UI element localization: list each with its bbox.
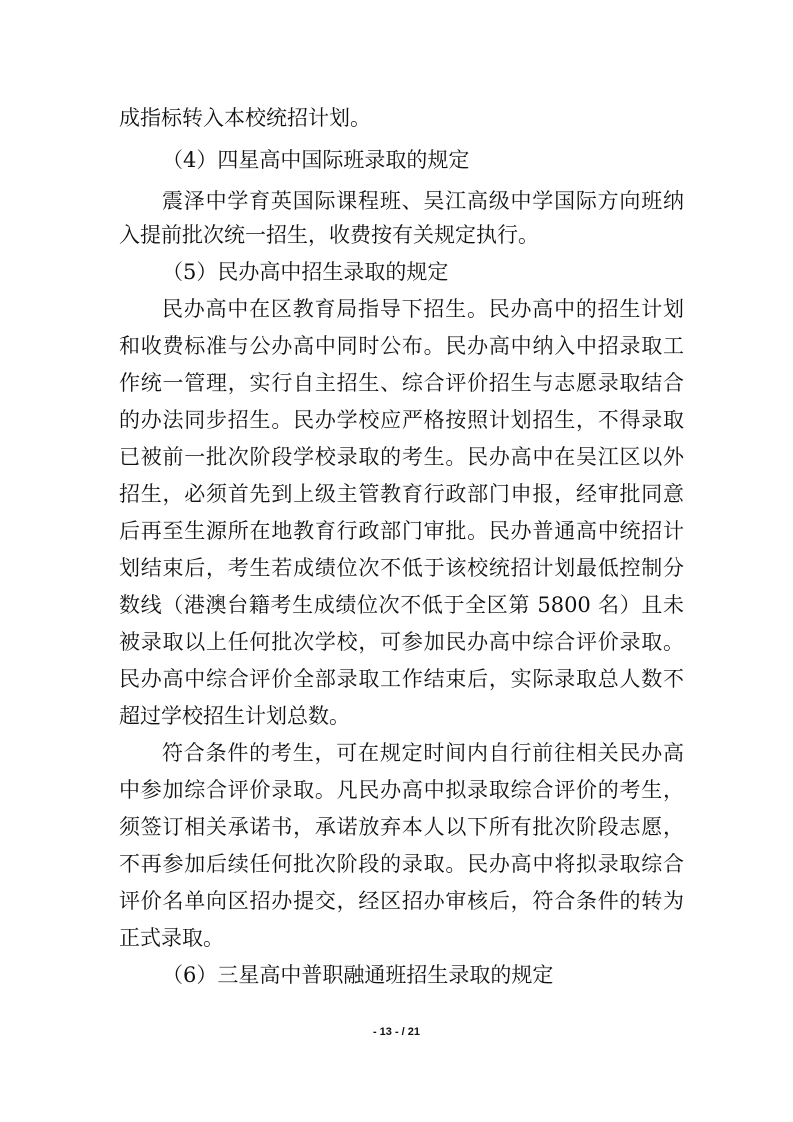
paragraph-line: 民办高中综合评价全部录取工作结束后，实际录取总人数不 (119, 667, 684, 691)
paragraph-line: 符合条件的考生，可在规定时间内自行前往相关民办高 (162, 741, 684, 765)
paragraph-line: 震泽中学育英国际课程班、吴江高级中学国际方向班纳 (162, 189, 684, 213)
page-number: - 13 - / 21 (372, 1026, 421, 1038)
paragraph-line: 成指标转入本校统招计划。 (119, 106, 371, 130)
paragraph-line: 招生，必须首先到上级主管教育行政部门申报，经审批同意 (119, 482, 684, 506)
paragraph-line: 须签订相关承诺书，承诺放弃本人以下所有批次阶段志愿， (119, 815, 684, 839)
paragraph-line: 的办法同步招生。民办学校应严格按照计划招生，不得录取 (119, 408, 684, 432)
paragraph-line: 超过学校招生计划总数。 (119, 704, 350, 728)
paragraph-line: 不再参加后续任何批次阶段的录取。民办高中将拟录取综合 (119, 852, 684, 876)
paragraph-line: 评价名单向区招办提交，经区招办审核后，符合条件的转为 (119, 889, 684, 913)
section-heading: （6）三星高中普职融通班招生录取的规定 (162, 963, 554, 987)
paragraph-line: 中参加综合评价录取。凡民办高中拟录取综合评价的考生， (119, 778, 684, 802)
paragraph-line: 入提前批次统一招生，收费按有关规定执行。 (119, 223, 539, 247)
paragraph-line: 数线（港澳台籍考生成绩位次不低于全区第 5800 名）且未 (119, 593, 684, 617)
section-heading: （4）四星高中国际班录取的规定 (162, 148, 470, 172)
paragraph-line: 作统一管理，实行自主招生、综合评价招生与志愿录取结合 (119, 371, 684, 395)
paragraph-line: 正式录取。 (119, 926, 224, 950)
paragraph-line: 划结束后，考生若成绩位次不低于该校统招计划最低控制分 (119, 556, 684, 580)
paragraph-line: 已被前一批次阶段学校录取的考生。民办高中在吴江区以外 (119, 445, 684, 469)
paragraph-line: 和收费标准与公办高中同时公布。民办高中纳入中招录取工 (119, 334, 684, 358)
paragraph-line: 被录取以上任何批次学校，可参加民办高中综合评价录取。 (119, 630, 684, 654)
paragraph-line: 民办高中在区教育局指导下招生。民办高中的招生计划 (162, 297, 684, 321)
section-heading: （5）民办高中招生录取的规定 (162, 260, 449, 284)
paragraph-line: 后再至生源所在地教育行政部门审批。民办普通高中统招计 (119, 519, 684, 543)
